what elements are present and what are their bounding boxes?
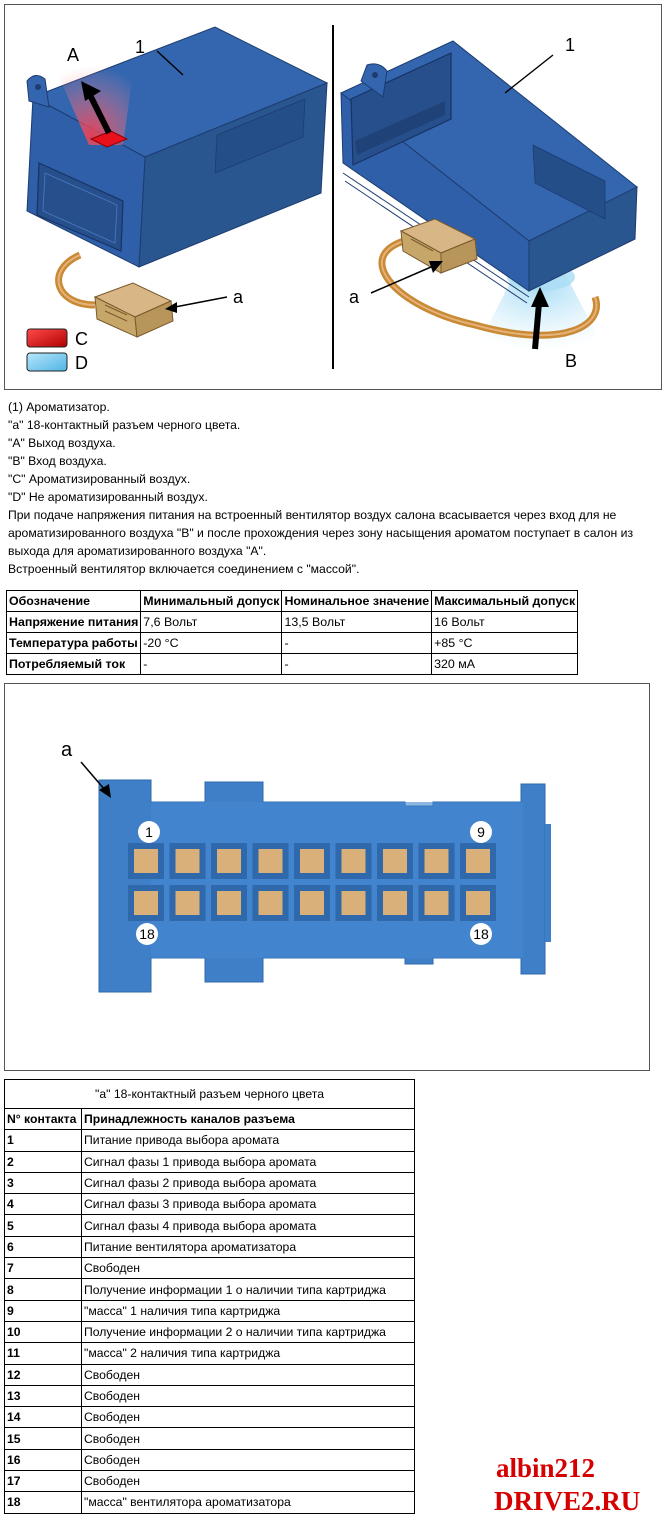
pin-table-header-row	[5, 1109, 415, 1130]
label-a-right: a	[349, 287, 360, 307]
pin-label-9: 9	[477, 824, 485, 840]
pin-contact	[300, 891, 324, 915]
pin-function: "масса" вентилятора ароматизатора	[82, 1492, 415, 1513]
pin-number: 3	[5, 1172, 82, 1193]
pin-function: Свободен	[82, 1258, 415, 1279]
pin-row	[5, 1258, 415, 1279]
diffuser-illustration	[4, 4, 662, 390]
pin-function: "масса" 1 наличия типа картриджа	[82, 1300, 415, 1321]
pin-number: 14	[5, 1407, 82, 1428]
pin-contact	[176, 849, 200, 873]
spec-row	[7, 654, 578, 675]
pin-table-title: "a" 18-контактный разъем черного цвета	[5, 1080, 415, 1109]
spec-cell: 13,5 Вольт	[282, 612, 432, 633]
connector-left	[95, 283, 173, 337]
pin-number: 4	[5, 1194, 82, 1215]
legend-c-swatch	[27, 329, 67, 347]
pin-function: Сигнал фазы 2 привода выбора аромата	[82, 1172, 415, 1193]
pin-row	[5, 1343, 415, 1364]
pin-number: 9	[5, 1300, 82, 1321]
spec-cell: Температура работы	[7, 633, 141, 654]
desc-line: (1) Ароматизатор.	[8, 400, 110, 414]
spec-cell: -	[282, 633, 432, 654]
pin-table-header: Принадлежность каналов разъема	[82, 1109, 415, 1130]
pin-contact	[134, 849, 158, 873]
spec-header: Минимальный допуск	[141, 591, 282, 612]
label-1-left: 1	[135, 37, 146, 57]
pin-contact	[342, 891, 366, 915]
pin-function: Питание вентилятора ароматизатора	[82, 1236, 415, 1257]
pin-row	[5, 1449, 415, 1470]
pin-function: Свободен	[82, 1471, 415, 1492]
pin-function: Сигнал фазы 1 привода выбора аромата	[82, 1151, 415, 1172]
spec-cell: 320 мА	[432, 654, 578, 675]
pin-number: 8	[5, 1279, 82, 1300]
spec-cell: 16 Вольт	[432, 612, 578, 633]
pin-row	[5, 1300, 415, 1321]
spec-cell: Потребляемый ток	[7, 654, 141, 675]
pin-number: 11	[5, 1343, 82, 1364]
pin-row	[5, 1215, 415, 1236]
label-1-right: 1	[565, 35, 576, 55]
desc-line: Встроенный вентилятор включается соединением с "массой".	[8, 562, 360, 576]
pin-row	[5, 1194, 415, 1215]
spec-header: Обозначение	[7, 591, 141, 612]
pin-row	[5, 1492, 415, 1513]
pin-table-header: N° контакта	[5, 1109, 82, 1130]
spec-cell: -	[282, 654, 432, 675]
spec-cell: +85 °C	[432, 633, 578, 654]
watermark	[494, 1452, 672, 1518]
pin-number: 18	[5, 1492, 82, 1513]
desc-line: "C" Ароматизированный воздух.	[8, 472, 191, 486]
pin-function: Сигнал фазы 3 привода выбора аромата	[82, 1194, 415, 1215]
legend-d-swatch	[27, 353, 67, 371]
label-a-left: a	[233, 287, 244, 307]
label-C: C	[75, 329, 88, 349]
pin-contact	[134, 891, 158, 915]
pin-number: 6	[5, 1236, 82, 1257]
spec-header: Максимальный допуск	[432, 591, 578, 612]
pin-row	[5, 1151, 415, 1172]
pin-contact	[259, 891, 283, 915]
pin-number: 7	[5, 1258, 82, 1279]
pin-row	[5, 1130, 415, 1151]
connector-label-a: a	[61, 739, 73, 761]
pin-number: 13	[5, 1385, 82, 1406]
pin-contact	[425, 891, 449, 915]
pin-row	[5, 1364, 415, 1385]
pin-number: 17	[5, 1471, 82, 1492]
pin-row	[5, 1236, 415, 1257]
pin-row	[5, 1385, 415, 1406]
pin-function: Свободен	[82, 1364, 415, 1385]
pin-contact	[300, 849, 324, 873]
watermark-line-2: DRIVE2.RU	[494, 1486, 641, 1516]
pin-number: 5	[5, 1215, 82, 1236]
pin-function: Свободен	[82, 1449, 415, 1470]
pin-contact	[259, 849, 283, 873]
pin-contact	[176, 891, 200, 915]
pin-contact	[342, 849, 366, 873]
pin-function: Сигнал фазы 4 привода выбора аромата	[82, 1215, 415, 1236]
pin-function: "масса" 2 наличия типа картриджа	[82, 1343, 415, 1364]
pin-label-1: 1	[145, 824, 153, 840]
desc-line: "B" Вход воздуха.	[8, 454, 107, 468]
spec-cell: -	[141, 654, 282, 675]
pin-contact	[383, 849, 407, 873]
pin-row	[5, 1172, 415, 1193]
pin-number: 1	[5, 1130, 82, 1151]
pin-function: Свободен	[82, 1385, 415, 1406]
pin-row	[5, 1407, 415, 1428]
pin-row	[5, 1471, 415, 1492]
label-D: D	[75, 353, 88, 373]
desc-line: "A" Выход воздуха.	[8, 436, 116, 450]
pin-row	[5, 1321, 415, 1342]
desc-line: "D" Не ароматизированный воздух.	[8, 490, 208, 504]
pin-function: Питание привода выбора аромата	[82, 1130, 415, 1151]
diffuser-right-view	[341, 41, 637, 351]
pin-number: 2	[5, 1151, 82, 1172]
pin-contact	[466, 849, 490, 873]
pin-contact	[217, 849, 241, 873]
pin-number: 12	[5, 1364, 82, 1385]
pin-contact	[466, 891, 490, 915]
spec-row	[7, 633, 578, 654]
spec-header: Номинальное значение	[282, 591, 432, 612]
pin-row	[5, 1279, 415, 1300]
desc-paragraph: При подаче напряжения питания на встроенный вентилятор воздух салона всасывается через вход для не ароматизированного воздуха "B" и после прохождения через зону насыщения ароматом поступает в салон из выхода для ароматизированного воздуха "A".	[8, 508, 634, 558]
desc-line: "a" 18-контактный разъем черного цвета.	[8, 418, 241, 432]
pin-contact	[217, 891, 241, 915]
spec-cell: Напряжение питания	[7, 612, 141, 633]
spec-table	[6, 590, 578, 675]
label-A: A	[67, 45, 80, 65]
spec-cell: 7,6 Вольт	[141, 612, 282, 633]
pin-contact	[425, 849, 449, 873]
pin-row	[5, 1428, 415, 1449]
spec-cell: -20 °C	[141, 633, 282, 654]
pin-number: 10	[5, 1321, 82, 1342]
pin-table	[4, 1079, 415, 1514]
description	[8, 398, 666, 578]
connector-diagram	[4, 683, 650, 1071]
pin-contact	[383, 891, 407, 915]
pin-function: Получение информации 2 о наличии типа картриджа	[82, 1321, 415, 1342]
spec-row	[7, 612, 578, 633]
legend	[27, 329, 67, 371]
spec-header-row	[7, 591, 578, 612]
pin-function: Свободен	[82, 1407, 415, 1428]
pin-function: Получение информации 1 о наличии типа картриджа	[82, 1279, 415, 1300]
pin-table-title-row	[5, 1080, 415, 1109]
pin-label-18-left: 18	[139, 926, 155, 942]
watermark-line-1: albin212	[496, 1453, 596, 1483]
pin-number: 16	[5, 1449, 82, 1470]
pin-label-18-right: 18	[473, 926, 489, 942]
pin-number: 15	[5, 1428, 82, 1449]
label-B: B	[565, 351, 578, 371]
diffuser-left-view	[27, 27, 327, 337]
pin-function: Свободен	[82, 1428, 415, 1449]
